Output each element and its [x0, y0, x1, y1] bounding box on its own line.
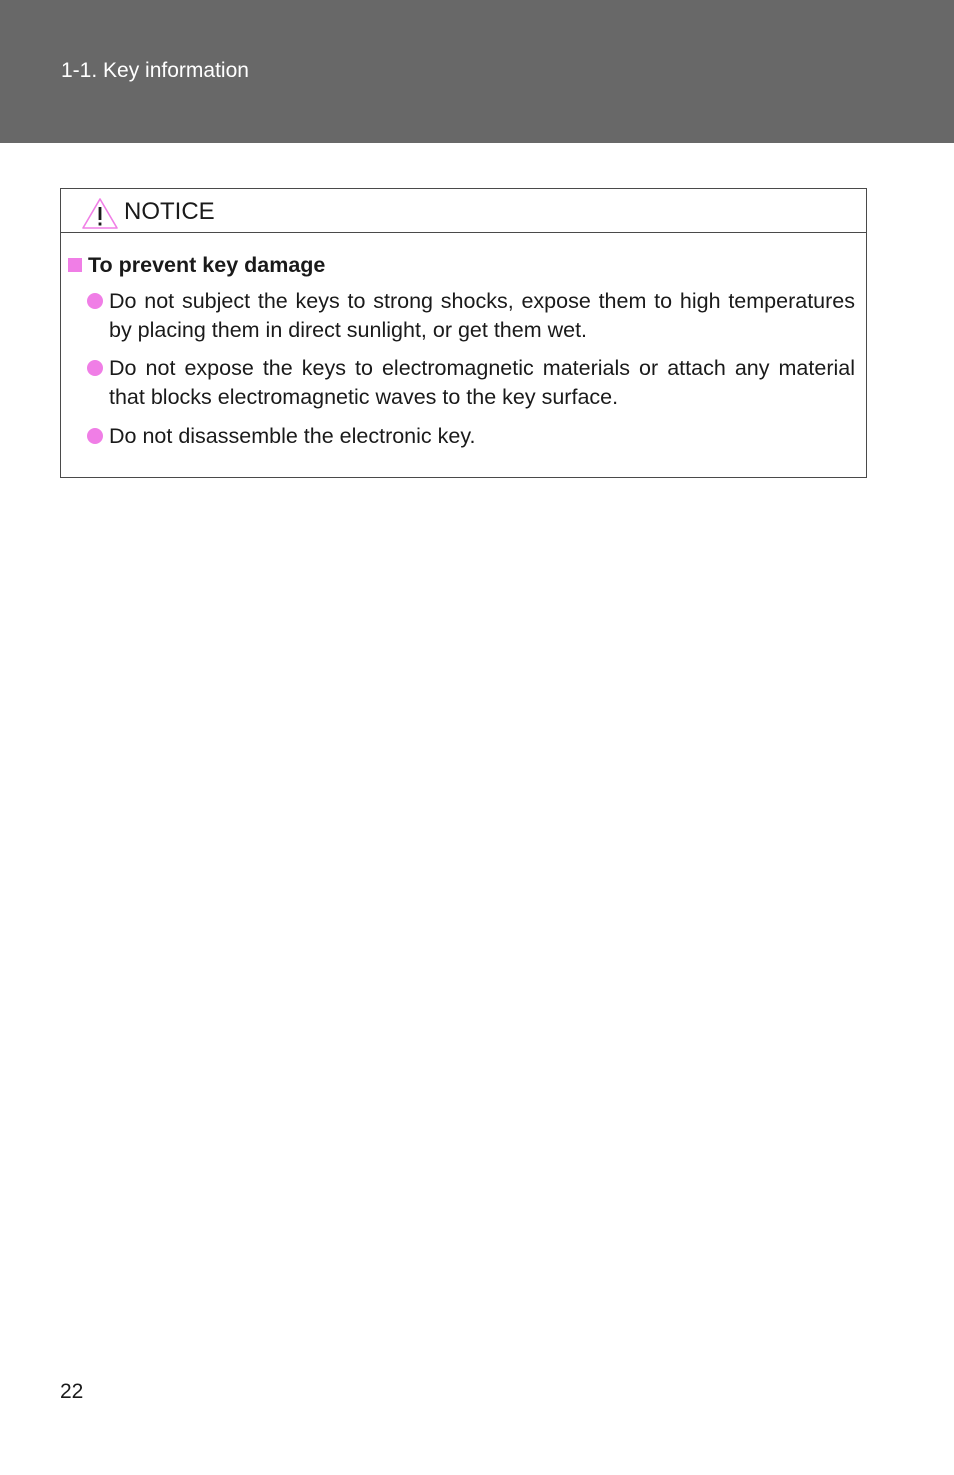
square-bullet-icon — [68, 258, 82, 272]
header-bar — [0, 0, 954, 143]
warning-triangle-icon — [81, 197, 119, 230]
page-number: 22 — [60, 1380, 84, 1403]
list-item — [87, 287, 857, 345]
topic-title: To prevent key damage — [88, 252, 326, 277]
list-item-text: Do not subject the keys to strong shocks, expose them to high temperatures by placing them in direct sunlight, or get them wet. — [109, 289, 855, 342]
notice-title: NOTICE — [124, 198, 215, 225]
list-item — [87, 354, 857, 412]
dot-bullet-icon — [87, 428, 103, 444]
list-item — [87, 422, 857, 451]
list-item-text: Do not disassemble the electronic key. — [109, 424, 476, 448]
list-item-text: Do not expose the keys to electromagnetic materials or attach any material that blocks electromagnetic waves to the key surface. — [109, 356, 855, 409]
topic-heading — [68, 252, 325, 278]
section-label: 1-1. Key information — [61, 59, 249, 82]
dot-bullet-icon — [87, 293, 103, 309]
notice-box — [60, 188, 867, 478]
notice-header — [61, 189, 866, 233]
dot-bullet-icon — [87, 360, 103, 376]
